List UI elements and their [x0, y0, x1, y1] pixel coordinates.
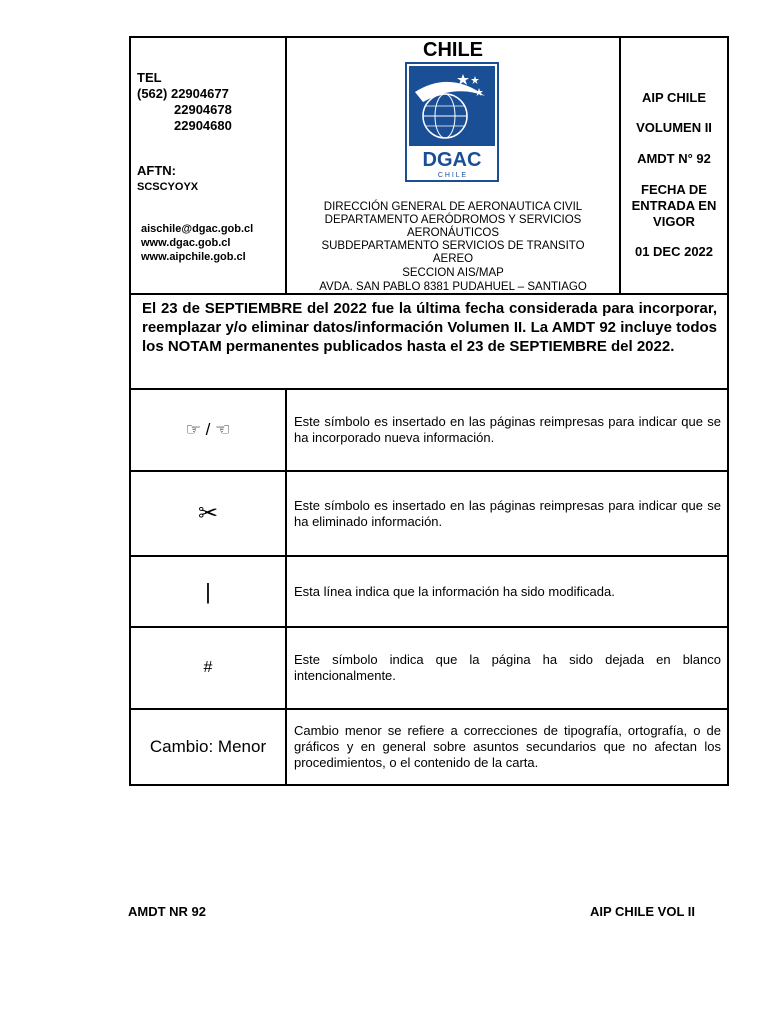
legend-description — [294, 628, 721, 708]
org-line-4: SUBDEPARTAMENTO SERVICIOS DE TRANSITO — [321, 240, 585, 252]
dgac-emblem-icon — [405, 62, 499, 182]
footer-amendment: AMDT NR 92 — [128, 904, 207, 919]
publication-name: AIP CHILE — [641, 90, 707, 105]
org-line-2: DEPARTAMENTO AERÓDROMOS Y SERVICIOS — [324, 214, 582, 226]
tel-number-1: (562) 22904677 — [137, 86, 229, 101]
organization-column — [287, 38, 619, 293]
volume-label: VOLUMEN II — [636, 120, 712, 135]
legend-row-blank-page — [129, 628, 729, 710]
aftn-label: AFTN: — [137, 163, 176, 178]
legend-row-deleted-info — [129, 472, 729, 557]
scissors-icon: ✂ — [131, 472, 287, 555]
legend-text: Este símbolo es insertado en las páginas reimpresas para indicar que se ha eliminado información. — [294, 497, 721, 529]
effective-date: 01 DEC 2022 — [634, 244, 714, 259]
legend-text: Este símbolo indica que la página ha sido dejada en blanco intencionalmente. — [294, 652, 721, 683]
effective-label-line-2: ENTRADA EN — [631, 198, 717, 213]
aftn-code: SCSCYOYX — [137, 181, 199, 193]
legend-text: Este símbolo es insertado en las páginas reimpresas para indicar que se ha incorporado nueva información. — [294, 414, 721, 445]
legend-row-minor-change — [129, 710, 729, 786]
org-line-6: SECCION AIS/MAP — [402, 267, 504, 279]
minor-change-label: Cambio: Menor — [131, 710, 287, 784]
effective-label-line-1: FECHA DE — [641, 182, 707, 197]
tel-number-2: 22904678 — [174, 102, 232, 117]
legend-text: Esta línea indica que la información ha sido modificada. — [294, 583, 615, 599]
email-link[interactable]: aischile@dgac.gob.cl — [141, 223, 254, 235]
notice-text: El 23 de SEPTIEMBRE del 2022 fue la última fecha considerada para incorporar, reemplazar y/o eliminar datos/información Volumen II. La AMDT 92 incluye todos los NOTAM permanentes publicados hasta el 23 de SEPTIEMBRE del 2022. — [142, 300, 717, 355]
org-line-1: DIRECCIÓN GENERAL DE AERONAUTICA CIVIL — [323, 201, 583, 213]
dgac-website-link[interactable]: www.dgac.gob.cl — [141, 237, 231, 249]
hash-icon: # — [131, 628, 287, 708]
contact-column — [131, 38, 287, 293]
logo-subtitle: C H I L E — [437, 172, 467, 179]
country-title: CHILE — [423, 39, 483, 61]
legend-description — [294, 557, 721, 626]
footer-publication: AIP CHILE VOL II — [590, 904, 695, 919]
tel-number-3: 22904680 — [174, 118, 232, 133]
legend-description — [294, 390, 721, 470]
legend-description — [294, 472, 721, 555]
legend-row-new-info — [129, 390, 729, 472]
header-table — [129, 36, 729, 295]
publication-column — [619, 38, 727, 293]
pointing-hands-icon: ☞ / ☜ — [131, 390, 287, 470]
aip-website-link[interactable]: www.aipchile.gob.cl — [141, 251, 246, 263]
org-address: AVDA. SAN PABLO 8381 PUDAHUEL – SANTIAGO — [319, 281, 587, 293]
legend-text: Cambio menor se refiere a correcciones de tipografía, ortografía, o de gráficos y en general sobre asuntos secundarios que no afectan los procedimientos, o el contenido de la carta. — [294, 723, 721, 770]
logo-name: DGAC — [422, 149, 482, 171]
org-line-5: AEREO — [432, 253, 474, 265]
legend-description — [294, 710, 721, 784]
dgac-logo — [405, 62, 499, 182]
cutoff-notice — [129, 295, 729, 390]
tel-label: TEL — [137, 70, 162, 85]
effective-label-line-3: VIGOR — [653, 214, 695, 229]
vertical-bar-icon: | — [131, 557, 287, 626]
org-line-3: AERONÁUTICOS — [406, 227, 499, 239]
legend-row-modified — [129, 557, 729, 628]
amendment-number: AMDT N° 92 — [637, 151, 711, 166]
